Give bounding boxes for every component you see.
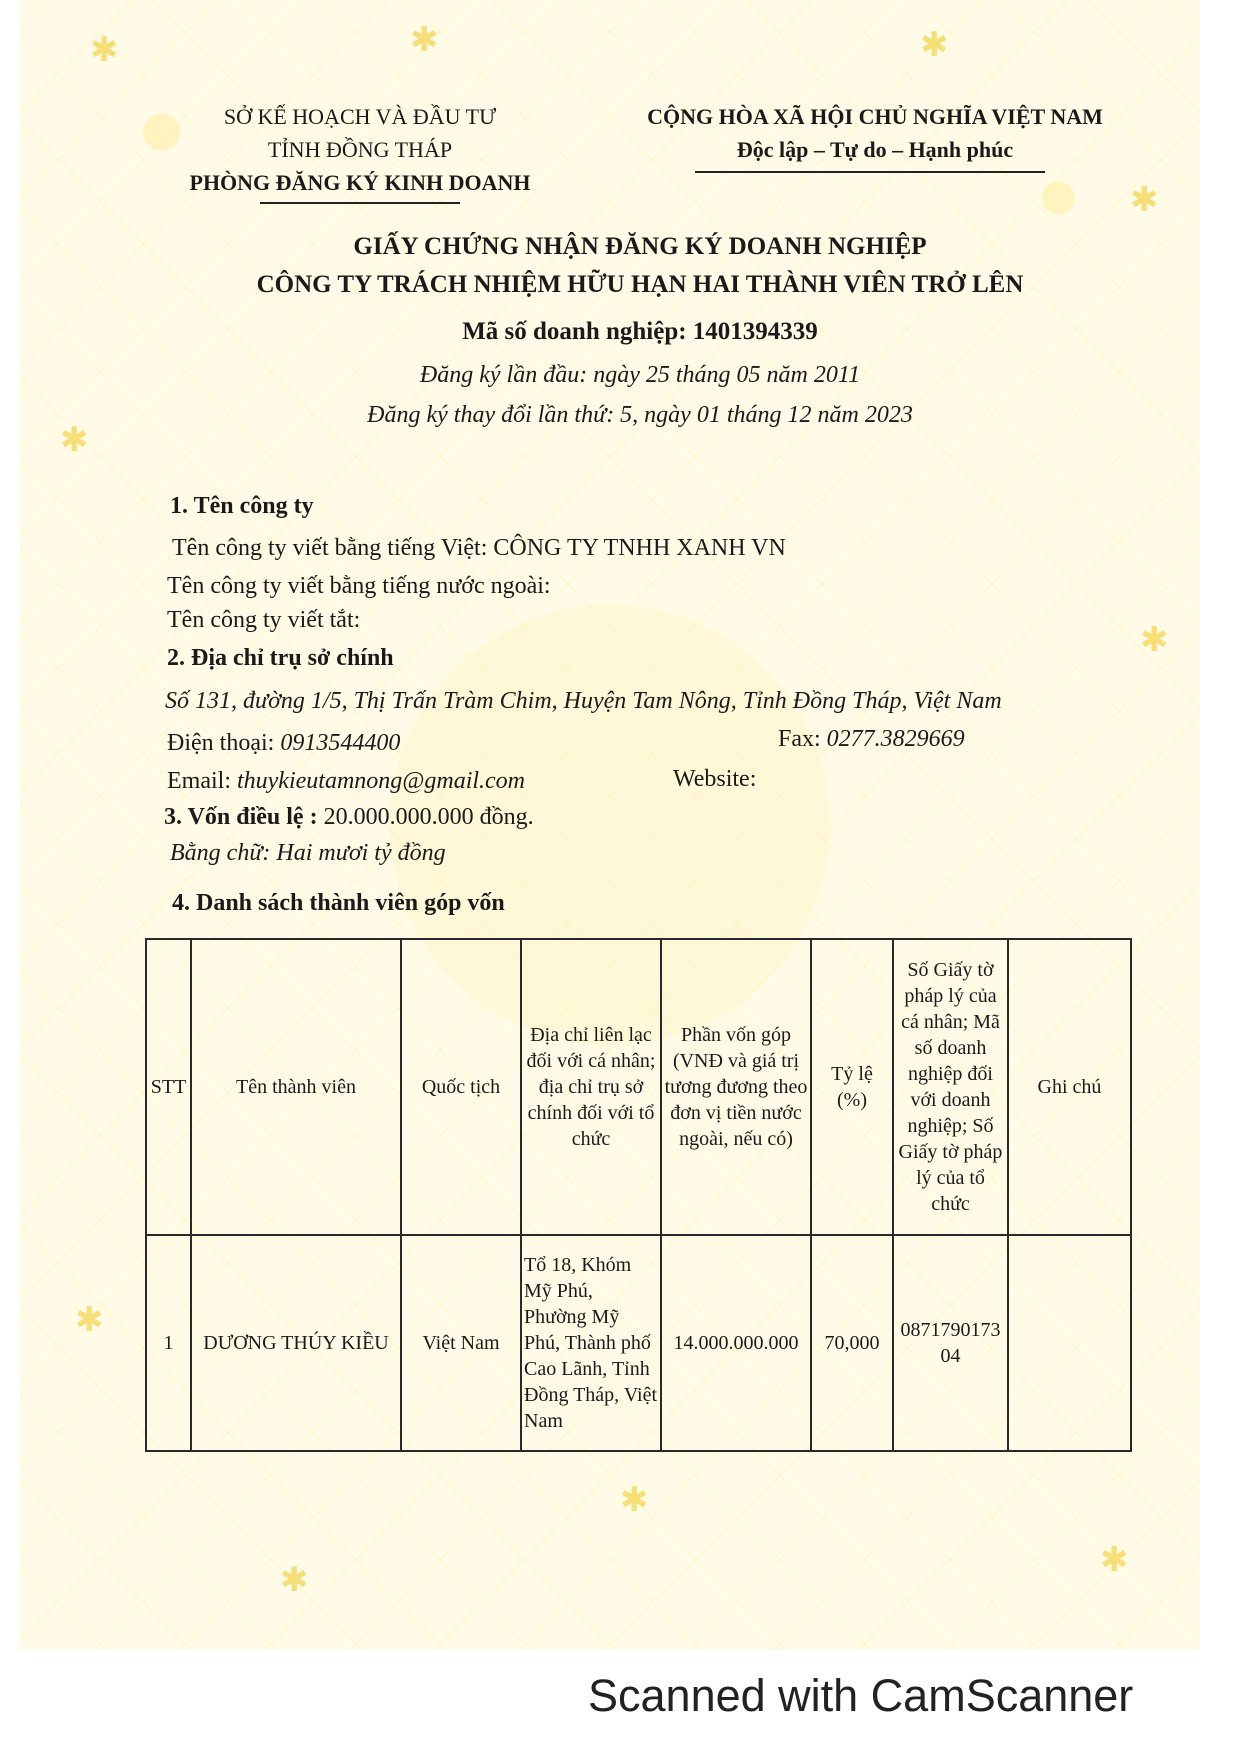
section-3-heading: 3. Vốn điều lệ : [164,804,324,830]
column-header: Phần vốn góp (VNĐ và giá trị tương đương theo đơn vị tiền nước ngoài, nếu có) [661,939,811,1235]
authority-underline [260,202,460,204]
company-short-name-label: Tên công ty viết tắt: [167,607,361,633]
first-registration-date: Đăng ký lần đầu: ngày 25 tháng 05 năm 2011 [419,362,861,388]
motto: Độc lập – Tự do – Hạnh phúc [736,137,1014,162]
charter-capital-in-words: Bằng chữ: Hai mươi tỷ đồng [170,840,446,866]
decorative-star-icon: ✱ [1140,620,1169,660]
member-note [1008,1235,1131,1451]
email-line [167,768,525,795]
phone-line [167,730,400,757]
member-ratio: 70,000 [811,1235,893,1451]
column-header: Quốc tịch [401,939,521,1235]
column-header: Ghi chú [1008,939,1131,1235]
motto-underline [695,171,1045,173]
fax-line [778,726,965,753]
phone-value: 0913544400 [280,730,401,756]
authority-line-3: PHÒNG ĐĂNG KÝ KINH DOANH [189,170,531,195]
head-office-address: Số 131, đường 1/5, Thị Trấn Tràm Chim, Huyện Tam Nông, Tỉnh Đồng Tháp, Việt Nam [165,688,1002,714]
decorative-star-icon: ✱ [410,20,439,60]
decorative-star-icon: ✱ [1100,1540,1129,1580]
members-table [145,938,1132,1452]
column-header: Địa chỉ liên lạc đối với cá nhân; địa chỉ trụ sở chính đối với tổ chức [521,939,661,1235]
country-name: CỘNG HÒA XÃ HỘI CHỦ NGHĨA VIỆT NAM [647,104,1103,129]
column-header: Số Giấy tờ pháp lý của cá nhân; Mã số doanh nghiệp đối với doanh nghiệp; Số Giấy tờ pháp lý của tổ chức [893,939,1008,1235]
company-vn-name [172,535,786,562]
email-label: Email: [167,768,237,794]
member-id-number: 087179017304 [893,1235,1008,1451]
section-2-heading: 2. Địa chỉ trụ sở chính [167,645,394,671]
fax-label: Fax: [778,726,827,752]
company-vn-name-label: Tên công ty viết bằng tiếng Việt: [172,535,494,561]
decorative-star-icon: ✱ [620,1480,649,1520]
member-name: DƯƠNG THÚY KIỀU [191,1235,401,1451]
decorative-star-icon: ✱ [75,1300,104,1340]
national-motto [615,100,1135,166]
title-line-2: CÔNG TY TRÁCH NHIỆM HỮU HẠN HAI THÀNH VIÊN TRỞ LÊN [256,271,1024,298]
member-capital: 14.000.000.000 [661,1235,811,1451]
decorative-star-icon: ✱ [1130,180,1159,220]
column-header: STT [146,939,191,1235]
email-value: thuykieutamnong@gmail.com [236,768,526,794]
issuing-authority [160,100,560,199]
document-title [160,228,1120,304]
charter-capital-value: 20.000.000.000 đồng. [323,804,534,830]
column-header: Tỷ lệ (%) [811,939,893,1235]
decorative-star-icon: ✱ [90,30,119,70]
decorative-star-icon: ✱ [920,25,949,65]
charter-capital-line [164,804,534,831]
decorative-star-icon: ✱ [280,1560,309,1600]
authority-line-2: TỈNH ĐỒNG THÁP [267,137,453,162]
company-vn-name-value: CÔNG TY TNHH XANH VN [493,535,786,561]
scanner-watermark: Scanned with CamScanner [588,1670,1134,1721]
phone-label: Điện thoại: [167,730,281,756]
table-header-row [146,939,1131,1235]
title-line-1: GIẤY CHỨNG NHẬN ĐĂNG KÝ DOANH NGHIỆP [353,233,927,260]
decorative-star-icon: ✱ [60,420,89,460]
fax-value: 0277.3829669 [826,726,965,752]
member-address: Tổ 18, Khóm Mỹ Phú, Phường Mỹ Phú, Thành phố Cao Lãnh, Tỉnh Đồng Tháp, Việt Nam [521,1235,661,1451]
company-foreign-name-label: Tên công ty viết bằng tiếng nước ngoài: [167,573,551,599]
website-label: Website: [673,766,757,792]
table-row [146,1235,1131,1451]
member-stt: 1 [146,1235,191,1451]
section-4-heading: 4. Danh sách thành viên góp vốn [172,890,505,916]
section-1-heading: 1. Tên công ty [170,493,314,519]
enterprise-code: Mã số doanh nghiệp: 1401394339 [462,318,818,345]
member-nationality: Việt Nam [401,1235,521,1451]
change-registration-date: Đăng ký thay đổi lần thứ: 5, ngày 01 tháng 12 năm 2023 [367,402,913,428]
column-header: Tên thành viên [191,939,401,1235]
authority-line-1: SỞ KẾ HOẠCH VÀ ĐẦU TƯ [223,104,497,129]
